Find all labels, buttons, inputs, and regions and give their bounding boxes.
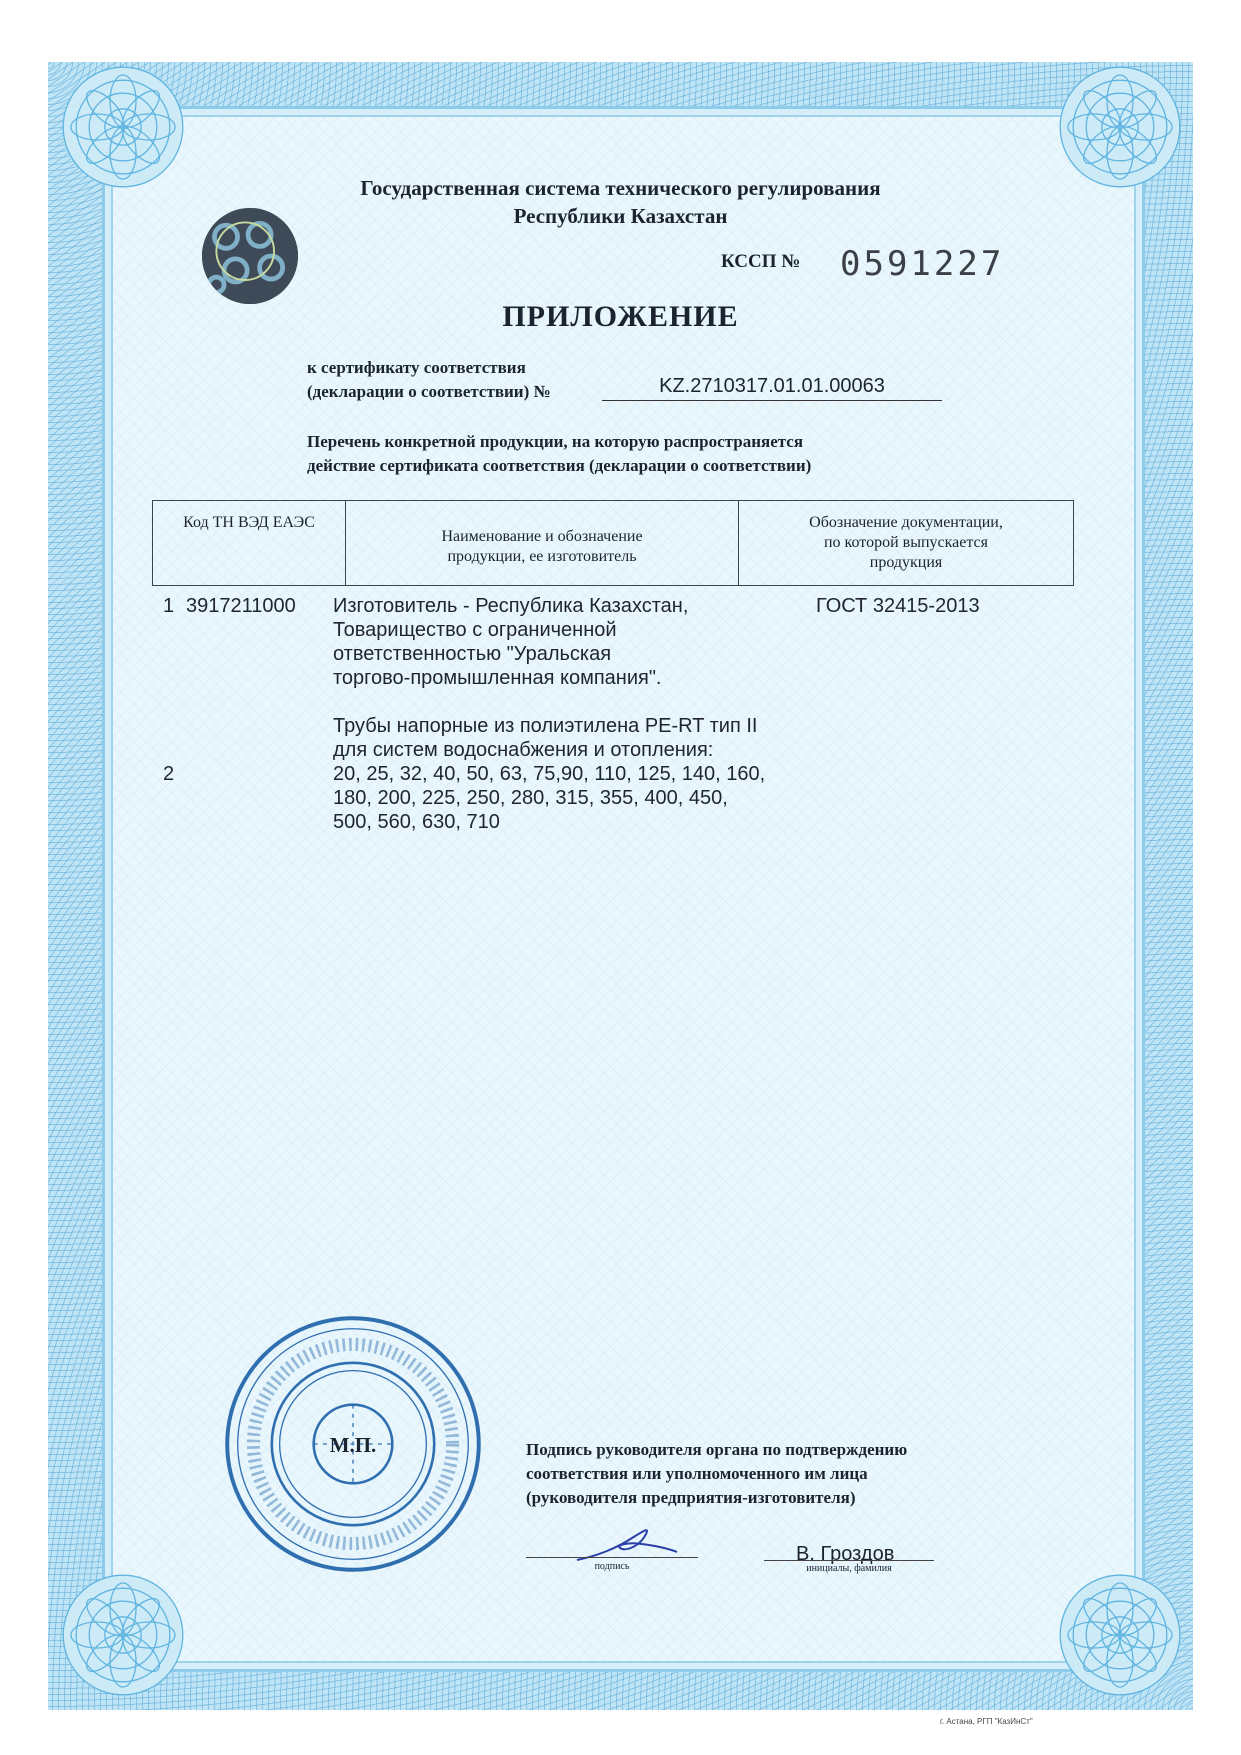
row-2-number: 2 <box>163 763 175 785</box>
rosette-icon <box>1055 1570 1185 1700</box>
document-title: ПРИЛОЖЕНИЕ <box>502 300 739 333</box>
list-heading-line-1: Перечень конкретной продукции, на которую распространяется <box>307 432 804 451</box>
header-cell-doc: Обозначение документации, по которой выпускается продукция <box>739 501 1074 586</box>
signature-line <box>526 1557 698 1558</box>
certificate-number: KZ.2710317.01.01.00063 <box>602 375 942 401</box>
signature-block: Подпись руководителя органа по подтверждению соответствия или уполномоченного им лица (руководителя предприятия-изготовителя) <box>526 1440 908 1507</box>
header-line-2: Республики Казахстан <box>513 204 728 228</box>
header-cell-code: Код ТН ВЭД ЕАЭС <box>153 501 346 586</box>
name-caption: инициалы, фамилия <box>806 1563 892 1574</box>
official-seal <box>222 1313 484 1575</box>
rosette-icon <box>58 1570 188 1700</box>
certificate-line-1: к сертификату соответствия <box>307 358 526 377</box>
seal-label: М.П. <box>329 1432 377 1457</box>
certificate-line-2: (декларации о соответствии) № <box>307 382 551 401</box>
signature-caption: подпись <box>594 1561 630 1572</box>
name-line <box>764 1560 934 1561</box>
hologram-icon <box>202 208 298 304</box>
header-line-1: Государственная система технического регулирования <box>360 176 881 200</box>
row-1-number: 1 <box>163 595 175 617</box>
rosette-icon <box>58 62 188 192</box>
row-1-text: Изготовитель - Республика Казахстан, Товарищество с ограниченной ответственностью "Уральская торгово-промышленная компания". <box>333 595 689 689</box>
row-1-code: 3917211000 <box>186 595 296 617</box>
list-heading-line-2: действие сертификата соответствия (декларации о соответствии) <box>307 456 812 475</box>
signer-name: В. Гроздов <box>796 1543 895 1565</box>
kssp-label: КССП № <box>721 251 801 272</box>
row-2-text: Трубы напорные из полиэтилена PE-RT тип II для систем водоснабжения и отопления: 20, 25, 32, 40, 50, 63, 75,90, 110, 125, 140, 160, 180, 200, 225, 250, 280, 315, 355, 400, 450, 500, 560, 630, 710 <box>333 715 766 833</box>
products-table-header <box>152 500 1074 586</box>
header-cell-name: Наименование и обозначение продукции, ее изготовитель <box>346 501 739 586</box>
printer-footer: г. Астана, РГП "КазИнСт" <box>940 1717 1033 1726</box>
rosette-icon <box>1055 62 1185 192</box>
kssp-number: 0591227 <box>840 244 1005 284</box>
row-1-doc: ГОСТ 32415-2013 <box>816 595 980 617</box>
